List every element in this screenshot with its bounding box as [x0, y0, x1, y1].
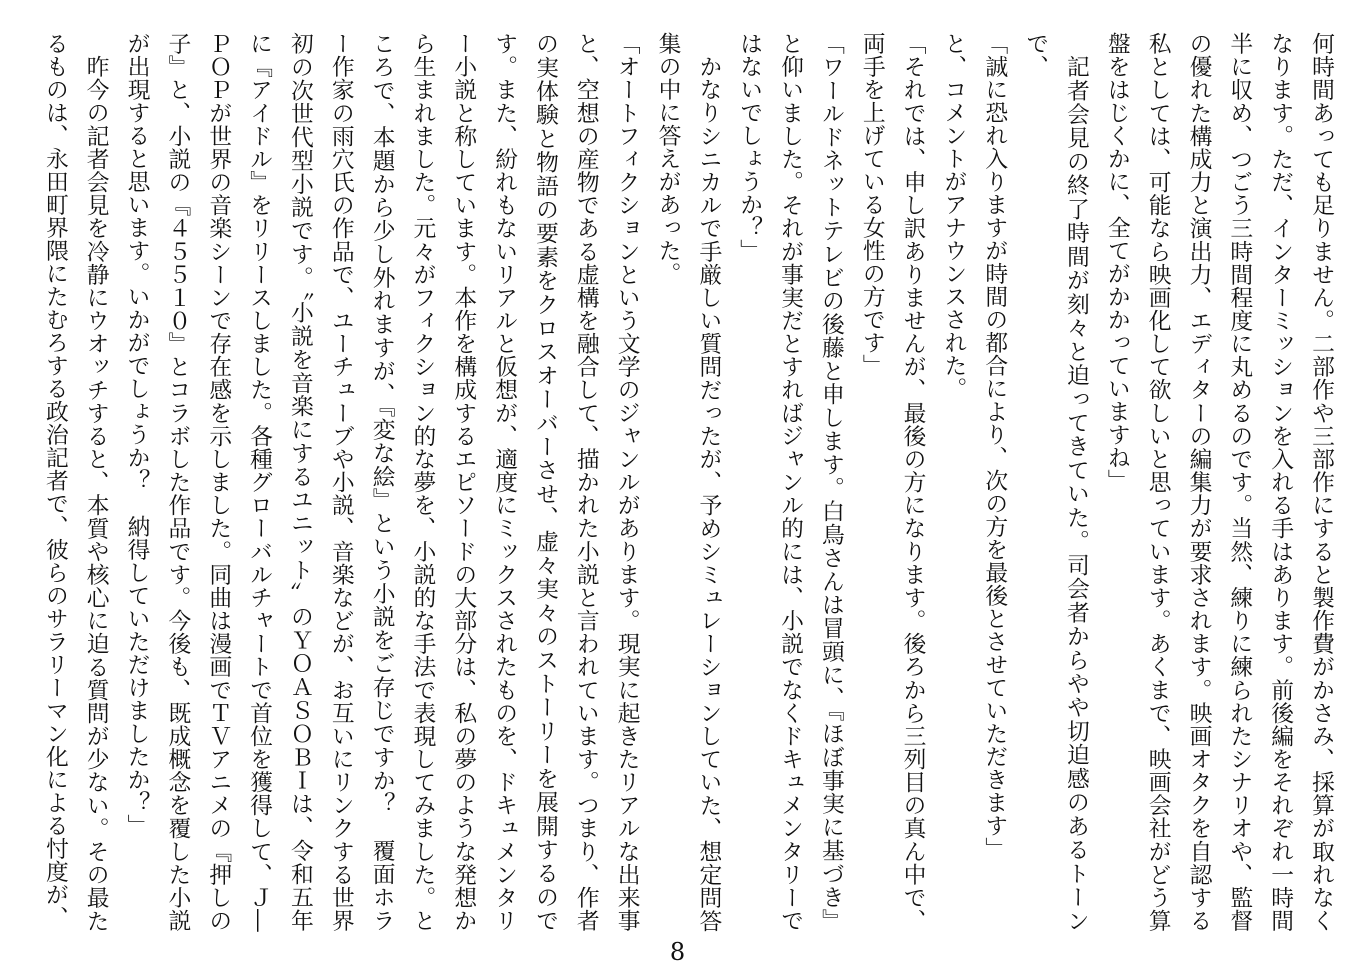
paragraph: 何時間あっても足りません。二部作や三部作にすると製作費がかさみ、採算が取れなくなります。ただ、インターミッションを入れる手はあります。前後編をそれぞれ一時間半に収め、つごう三時間程度に丸めるのです。当然、練りに練られたシナリオや、監督の優れた構成力と演出力、エディターの編集力が要求されます。映画オタクを自認する私としては、可能なら映画化して欲しいと思っています。あくまで、映画会社がどう算盤をはじくかに、全てがかかっていますね」 — [1103, 32, 1334, 932]
paragraph: かなりシニカルで手厳しい質問だったが、予めシミュレーションしていた、想定問答集の中に答えがあった。 — [654, 32, 722, 932]
paragraph: 「それでは、申し訳ありませんが、最後の方になります。後ろから三列目の真ん中で、両手を上げている女性の方です」 — [858, 32, 926, 932]
page-number: 8 — [669, 938, 686, 966]
paragraph: と、コメントがアナウンスされた。 — [940, 32, 967, 400]
paragraph: 記者会見の終了時間が刻々と迫ってきていた。司会者からやや切迫感のあるトーンで、 — [1022, 32, 1089, 932]
paragraph: 「ワールドネットテレビの後藤と申します。白鳥さんは冒頭に、『ほぼ事実に基づき』と仰いました。それが事実だとすればジャンル的には、小説でなくドキュメンタリーではないでしょうか？」 — [736, 32, 844, 932]
paragraph: 「オートフィクションという文学のジャンルがあります。現実に起きたリアルな出来事と、空想の産物である虚構を融合して、描かれた小説と言われています。つまり、作者の実体験と物語の要素をクロスオーバーさせ、虚々実々のストーリーを展開するのです。また、紛れもないリアルと仮想が、適度にミックスされたものを、ドキュメンタリー小説と称しています。本作を構成するエピソードの大部分は、私の夢のような発想から生まれました。元々がフィクション的な夢を、小説的な手法で表現してみました。ところで、本題から少し外れますが、『変な絵』という小説をご存じですか？ 覆面ホラー作家の雨穴氏の作品で、ユーチューブや小説、音楽などが、お互いにリンクする世界初の次世代型小説です。〝小説を音楽にするユニット〟のＹＯＡＳＯＢＩは、令和五年に『アイドル』をリリースしました。各種グローバルチャートで首位を獲得して、Ｊ―ＰＯＰが世界の音楽シーンで存在感を示しました。同曲は漫画でＴＶアニメの『押しの子』と、小説の『４５５１０』とコラボした作品です。今後も、既成概念を覆した小説が出現すると思います。いかがでしょうか？ 納得していただけましたか？」 — [123, 32, 640, 932]
paragraph: 昨今の記者会見を冷静にウオッチすると、本質や核心に迫る質問が少ない。その最たるものは、永田町界隈にたむろする政治記者で、彼らのサラリーマン化による忖度が、 — [41, 32, 109, 932]
body-text — [11, 32, 1341, 932]
paragraph: 「誠に恐れ入りますが時間の都合により、次の方を最後とさせていただきます」 — [981, 32, 1008, 860]
